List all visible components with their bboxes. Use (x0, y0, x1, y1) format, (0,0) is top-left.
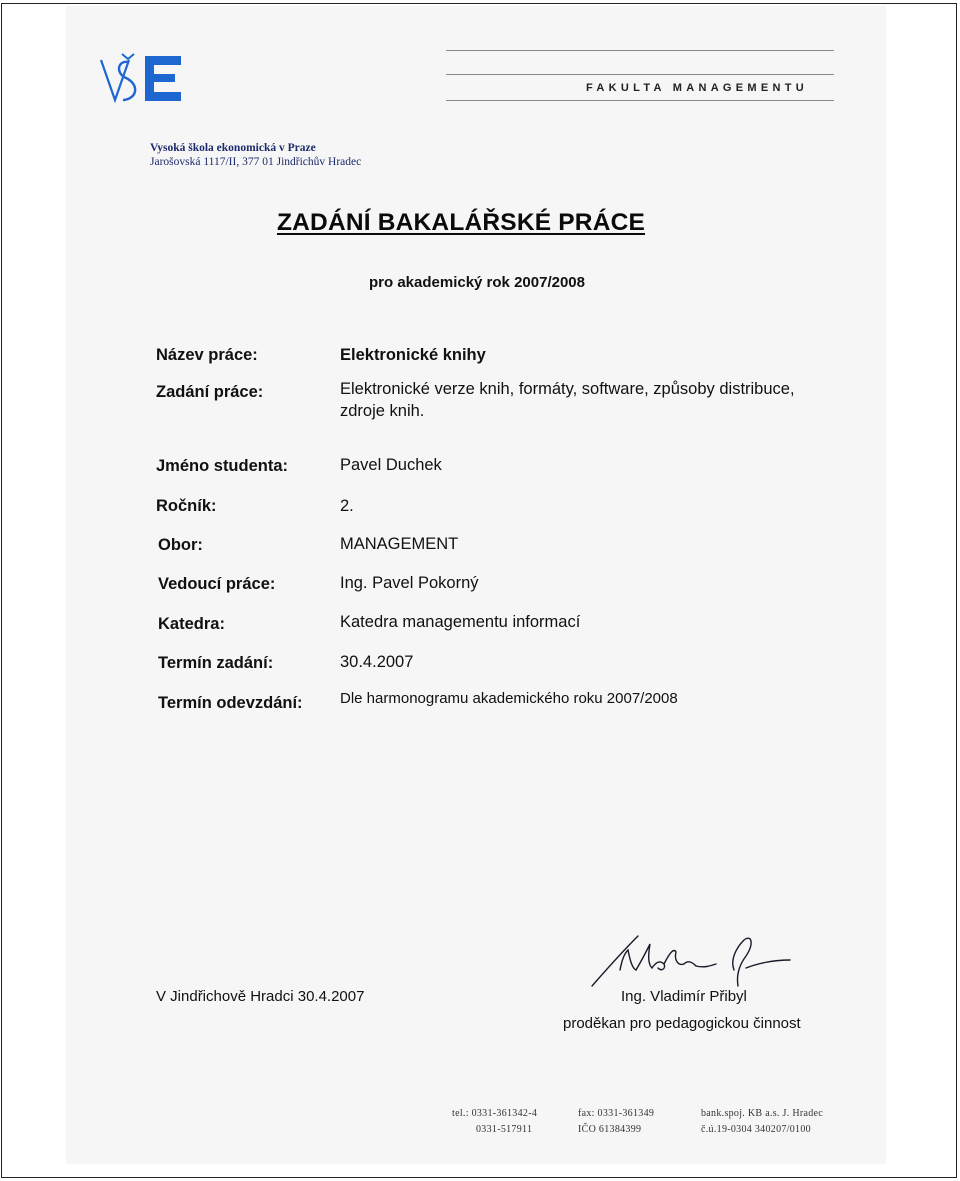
footer-ico: IČO 61384399 (578, 1124, 642, 1135)
assignment-line-2: zdroje knih. (340, 402, 425, 420)
signer-role: proděkan pro pedagogickou činnost (563, 1015, 801, 1032)
assignment-date-label: Termín zadání: (158, 654, 274, 672)
document-subtitle: pro akademický rok 2007/2008 (369, 274, 585, 291)
place-and-date: V Jindřichově Hradci 30.4.2007 (156, 988, 365, 1005)
field-of-study-value: MANAGEMENT (340, 535, 459, 553)
student-name-label: Jméno studenta: (156, 457, 289, 475)
thesis-title-value: Elektronické knihy (340, 346, 486, 364)
assignment-line-1: Elektronické verze knih, formáty, software, způsoby distribuce, (340, 380, 795, 398)
footer-bank: bank.spoj. KB a.s. J. Hradec (701, 1108, 823, 1119)
supervisor-value: Ing. Pavel Pokorný (340, 574, 479, 592)
footer-phone-2: 0331-517911 (476, 1124, 533, 1135)
student-name-value: Pavel Duchek (340, 456, 442, 474)
department-value: Katedra managementu informací (340, 613, 581, 631)
department-label: Katedra: (158, 615, 225, 633)
thesis-title-label: Název práce: (156, 346, 258, 364)
supervisor-label: Vedoucí práce: (158, 575, 276, 593)
document-title: ZADÁNÍ BAKALÁŘSKÉ PRÁCE (277, 209, 646, 236)
footer-phone-1: tel.: 0331-361342-4 (452, 1108, 538, 1119)
footer-fax: fax: 0331-361349 (578, 1108, 655, 1119)
assignment-date-value: 30.4.2007 (340, 653, 414, 671)
school-name: Vysoká škola ekonomická v Praze (150, 142, 316, 154)
year-value: 2. (340, 497, 354, 515)
submission-date-label: Termín odevzdání: (158, 694, 303, 712)
footer-account: č.ú.19-0304 340207/0100 (701, 1124, 811, 1135)
submission-date-value: Dle harmonogramu akademického roku 2007/2008 (340, 690, 678, 707)
handwritten-signature (586, 930, 801, 992)
year-label: Ročník: (156, 497, 217, 515)
vse-logo (98, 52, 188, 104)
school-address: Jarošovská 1117/II, 377 01 Jindřichův Hradec (150, 156, 362, 168)
field-of-study-label: Obor: (158, 536, 203, 554)
signer-name: Ing. Vladimír Přibyl (621, 988, 747, 1005)
assignment-label: Zadání práce: (156, 383, 264, 401)
faculty-name: FAKULTA MANAGEMENTU (586, 82, 809, 94)
